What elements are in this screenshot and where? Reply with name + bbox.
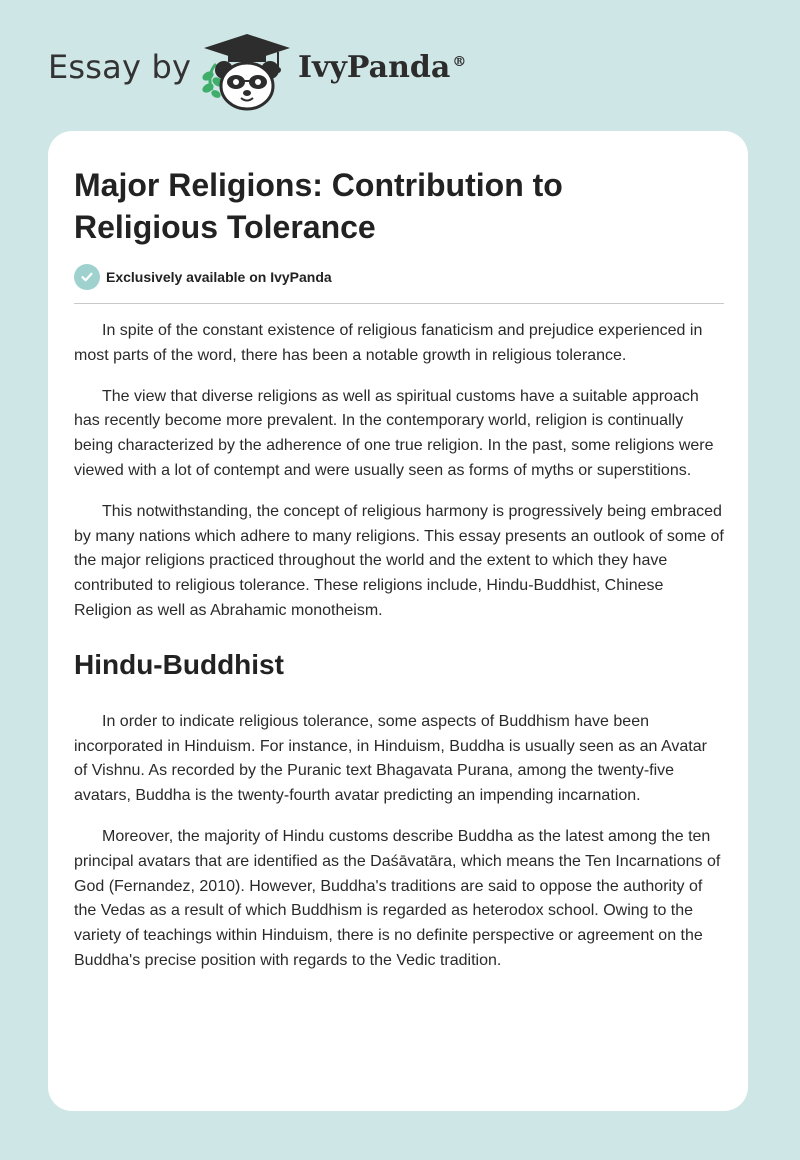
paragraph: This notwithstanding, the concept of religious harmony is progressively being embraced by many nations which adhere to many religions. This essay presents an outlook of some of the major religions practiced throughout the world and the extent to which they have contributed to religious tolerance. These religions include, Hindu-Buddhist, Chinese Religion as well as Abrahamic monotheism. bbox=[74, 502, 724, 619]
paragraph: In spite of the constant existence of religious fanaticism and prejudice experienced in most parts of the word, there has been a notable growth in religious tolerance. bbox=[74, 322, 703, 364]
essay-card bbox=[48, 131, 748, 1111]
paragraph: The view that diverse religions as well as spiritual customs have a suitable approach has recently become more prevalent. In the contemporary world, religion is continually being characterized by the adherence of one true religion. In the past, some religions were viewed with a lot of contempt and were usually seen as forms of myths or superstitions. bbox=[74, 387, 714, 479]
brand-name[interactable]: IvyPanda ® bbox=[298, 50, 467, 85]
check-circle-icon bbox=[74, 264, 100, 290]
panda-graduate-logo-icon[interactable] bbox=[198, 30, 296, 112]
registered-mark: ® bbox=[452, 54, 467, 70]
essay-by-label: Essay by bbox=[48, 48, 192, 86]
badge-label: Exclusively available on IvyPanda bbox=[106, 269, 332, 285]
essay-body bbox=[74, 319, 724, 990]
paragraph: Moreover, the majority of Hindu customs describe Buddha as the latest among the ten principal avatars that are identified as the Daśāvatāra, which means the Ten Incarnations of God (Fernandez, 2010). However, Buddha's traditions are said to oppose the authority of the Vedas as a result of which Buddhism is regarded as heterodox school. Owing to the variety of teachings within Hinduism, there is no definite perspective or agreement on the Buddha's precise position with regards to the Vedic tradition. bbox=[74, 827, 721, 969]
divider bbox=[74, 303, 724, 304]
site-header bbox=[0, 0, 800, 120]
section-heading: Hindu-Buddhist bbox=[74, 648, 284, 680]
paragraph: In order to indicate religious tolerance, some aspects of Buddhism have been incorporated in Hinduism. For instance, in Hinduism, Buddha is usually seen as an Avatar of Vishnu. As recorded by the Puranic text Bhagavata Purana, among the twenty-five avatars, Buddha is the twenty-fourth avatar predicting an impending incarnation. bbox=[74, 712, 707, 805]
exclusive-badge bbox=[74, 264, 332, 290]
page-title: Major Religions: Contribution to Religious Tolerance bbox=[74, 167, 563, 245]
